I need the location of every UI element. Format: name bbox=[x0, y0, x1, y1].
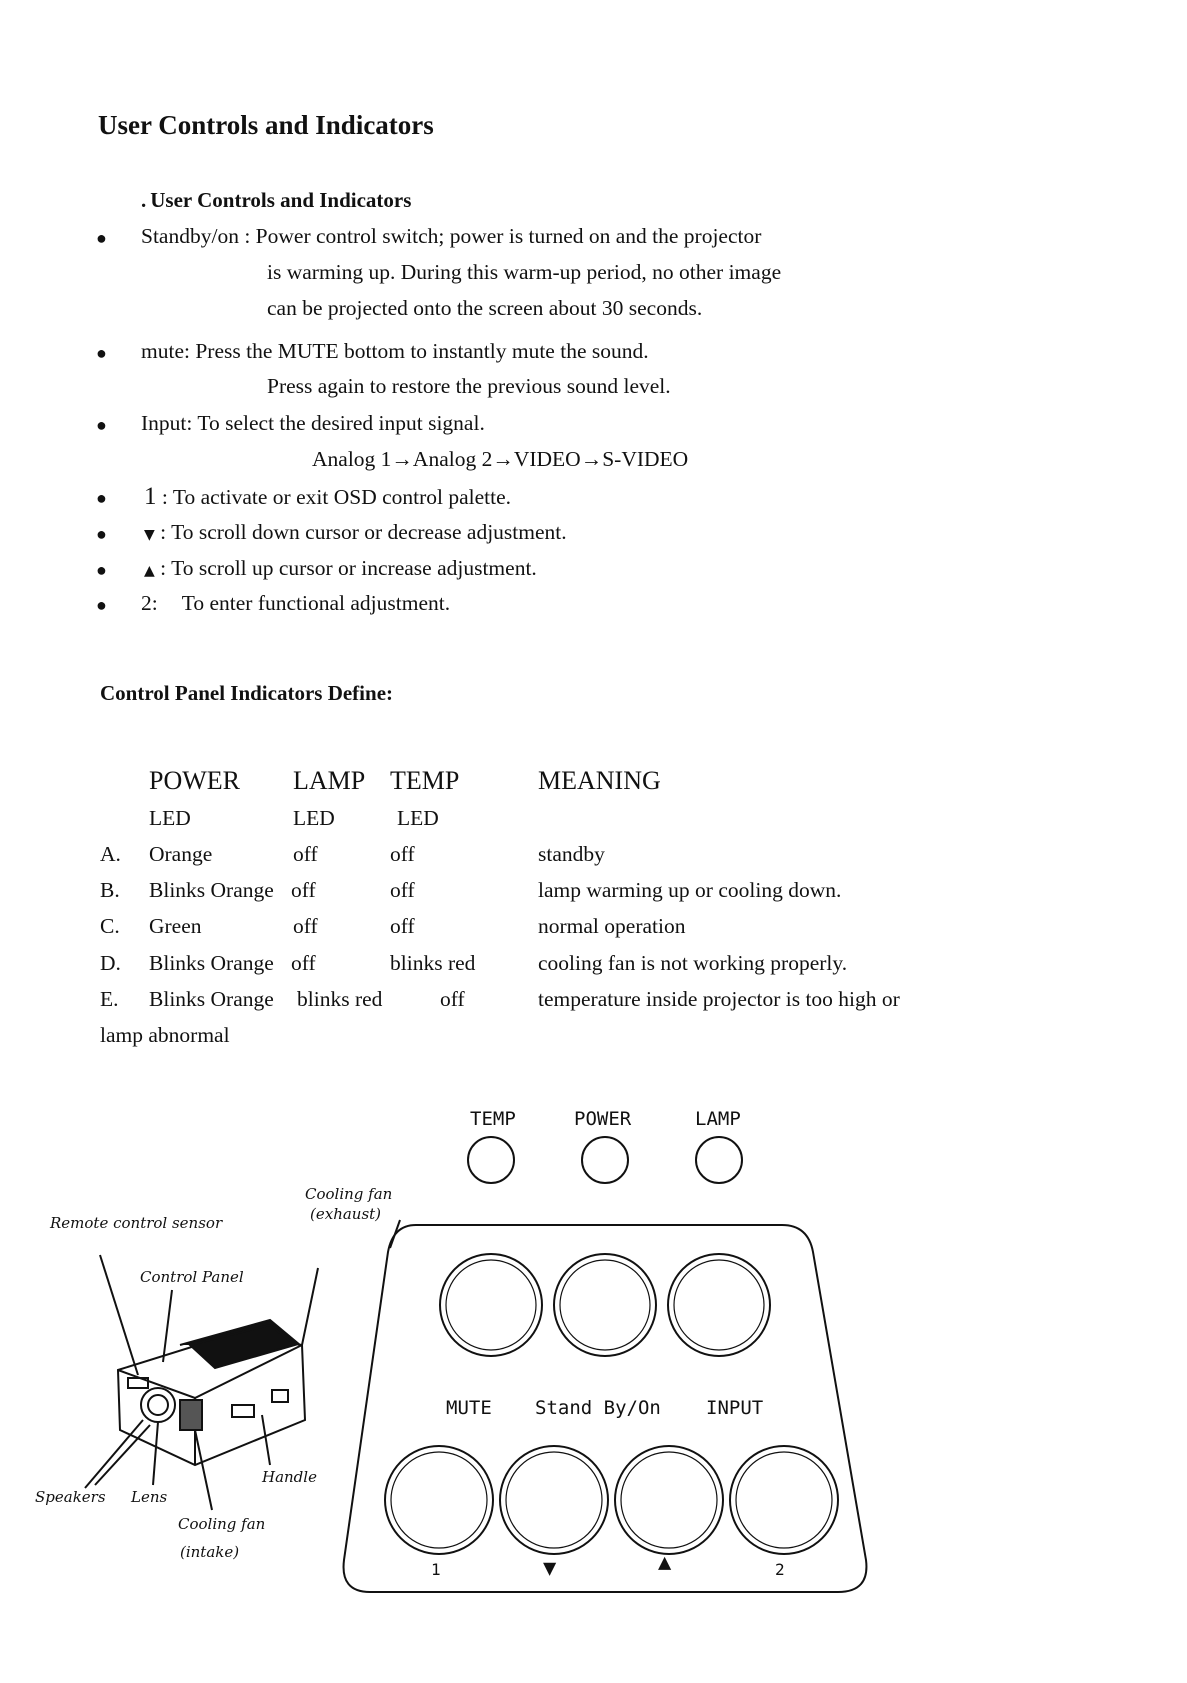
row-lamp: blinks red bbox=[297, 987, 383, 1011]
row-lamp: off bbox=[293, 842, 318, 866]
panel-label-temp: TEMP bbox=[470, 1108, 516, 1130]
row-key: B. bbox=[100, 878, 120, 902]
row-meaning: cooling fan is not working properly. bbox=[538, 951, 848, 975]
menu-one-button bbox=[385, 1446, 493, 1554]
row-power: Blinks Orange bbox=[149, 878, 274, 902]
standby-description: Standby/on : Power control switch; power is turned on and the projector bbox=[141, 224, 762, 248]
panel-label-standby: Stand By/On bbox=[535, 1397, 661, 1419]
row-power: Blinks Orange bbox=[149, 987, 274, 1011]
bullet-icon: ● bbox=[96, 595, 107, 615]
header-power-led: LED bbox=[149, 806, 191, 830]
row-temp: blinks red bbox=[390, 951, 476, 975]
two-text: To enter functional adjustment. bbox=[181, 591, 451, 615]
callout-cooling-fan-exhaust: Cooling fan bbox=[305, 1185, 393, 1203]
input-sequence: Analog 1→Analog 2→VIDEO→S-VIDEO bbox=[312, 447, 689, 471]
one-symbol: 1 bbox=[144, 483, 157, 510]
bullet-icon: ● bbox=[96, 488, 107, 508]
callout-speakers: Speakers bbox=[35, 1488, 106, 1506]
up-arrow-icon: ▲ bbox=[144, 563, 155, 579]
row-temp: off bbox=[440, 987, 465, 1011]
menu-two-button bbox=[730, 1446, 838, 1554]
bullet-icon: ● bbox=[96, 524, 107, 544]
row-lamp: off bbox=[293, 914, 318, 938]
mute-line-2: Press again to restore the previous sound level. bbox=[267, 374, 671, 398]
projector-icon bbox=[85, 1220, 400, 1510]
row-meaning-wrap: lamp abnormal bbox=[100, 1023, 230, 1047]
header-lamp: LAMP bbox=[293, 766, 366, 795]
row-key: A. bbox=[100, 842, 121, 866]
row-key: E. bbox=[100, 987, 119, 1011]
row-power: Blinks Orange bbox=[149, 951, 274, 975]
input-description: Input: To select the desired input signal. bbox=[141, 411, 485, 435]
osd-text: : To activate or exit OSD control palette. bbox=[161, 485, 512, 509]
lamp-led-icon bbox=[696, 1137, 742, 1183]
mute-button bbox=[440, 1254, 542, 1356]
bullet-icon: ● bbox=[96, 560, 107, 580]
subheading-text: User Controls and Indicators bbox=[150, 188, 412, 212]
header-temp: TEMP bbox=[390, 766, 460, 795]
header-meaning: MEANING bbox=[538, 766, 661, 795]
page-title: User Controls and Indicators bbox=[98, 110, 434, 140]
down-text: : To scroll down cursor or decrease adjustment. bbox=[160, 520, 567, 544]
panel-label-one: 1 bbox=[431, 1560, 441, 1579]
temp-led-icon bbox=[468, 1137, 514, 1183]
callout-control-panel: Control Panel bbox=[140, 1268, 244, 1286]
row-temp: off bbox=[390, 878, 415, 902]
panel-up-arrow-icon: ▲ bbox=[658, 1550, 672, 1575]
bullet-icon: ● bbox=[96, 415, 107, 435]
row-power: Orange bbox=[149, 842, 213, 866]
row-power: Green bbox=[149, 914, 202, 938]
down-button bbox=[500, 1446, 608, 1554]
standby-line-3: can be projected onto the screen about 30 seconds. bbox=[267, 296, 703, 320]
callout-lens: Lens bbox=[131, 1488, 168, 1506]
power-led-icon bbox=[582, 1137, 628, 1183]
panel-label-two: 2 bbox=[775, 1560, 785, 1579]
row-lamp: off bbox=[291, 951, 316, 975]
up-text: : To scroll up cursor or increase adjustment. bbox=[160, 556, 537, 580]
row-key: C. bbox=[100, 914, 120, 938]
standby-line-2: is warming up. During this warm-up period, no other image bbox=[267, 260, 782, 284]
bullet-icon: ● bbox=[96, 228, 107, 248]
row-temp: off bbox=[390, 914, 415, 938]
panel-label-input: INPUT bbox=[706, 1397, 764, 1419]
standby-button bbox=[554, 1254, 656, 1356]
subheading-dot: . bbox=[141, 188, 147, 212]
callout-exhaust: (exhaust) bbox=[310, 1205, 382, 1223]
mute-description: mute: Press the MUTE bottom to instantly mute the sound. bbox=[141, 339, 649, 363]
callout-cooling-fan-intake: Cooling fan bbox=[178, 1515, 266, 1533]
panel-label-power: POWER bbox=[574, 1108, 632, 1130]
row-temp: off bbox=[390, 842, 415, 866]
callout-handle: Handle bbox=[262, 1468, 317, 1486]
panel-label-lamp: LAMP bbox=[695, 1108, 741, 1130]
row-key: D. bbox=[100, 951, 121, 975]
header-lamp-led: LED bbox=[293, 806, 335, 830]
row-meaning: standby bbox=[538, 842, 605, 866]
header-temp-led: LED bbox=[397, 806, 439, 830]
up-button bbox=[615, 1446, 723, 1554]
row-meaning: lamp warming up or cooling down. bbox=[538, 878, 842, 902]
panel-label-mute: MUTE bbox=[446, 1397, 492, 1419]
down-arrow-icon: ▼ bbox=[144, 527, 155, 543]
indicators-heading: Control Panel Indicators Define: bbox=[100, 681, 394, 705]
panel-down-arrow-icon: ▼ bbox=[543, 1556, 557, 1581]
callout-intake: (intake) bbox=[180, 1543, 240, 1561]
row-meaning: temperature inside projector is too high or bbox=[538, 987, 900, 1011]
bullet-icon: ● bbox=[96, 343, 107, 363]
callout-remote-sensor: Remote control sensor bbox=[50, 1214, 223, 1232]
row-lamp: off bbox=[291, 878, 316, 902]
row-meaning: normal operation bbox=[538, 914, 686, 938]
input-button bbox=[668, 1254, 770, 1356]
two-symbol: 2: bbox=[141, 591, 158, 615]
header-power: POWER bbox=[149, 766, 240, 795]
